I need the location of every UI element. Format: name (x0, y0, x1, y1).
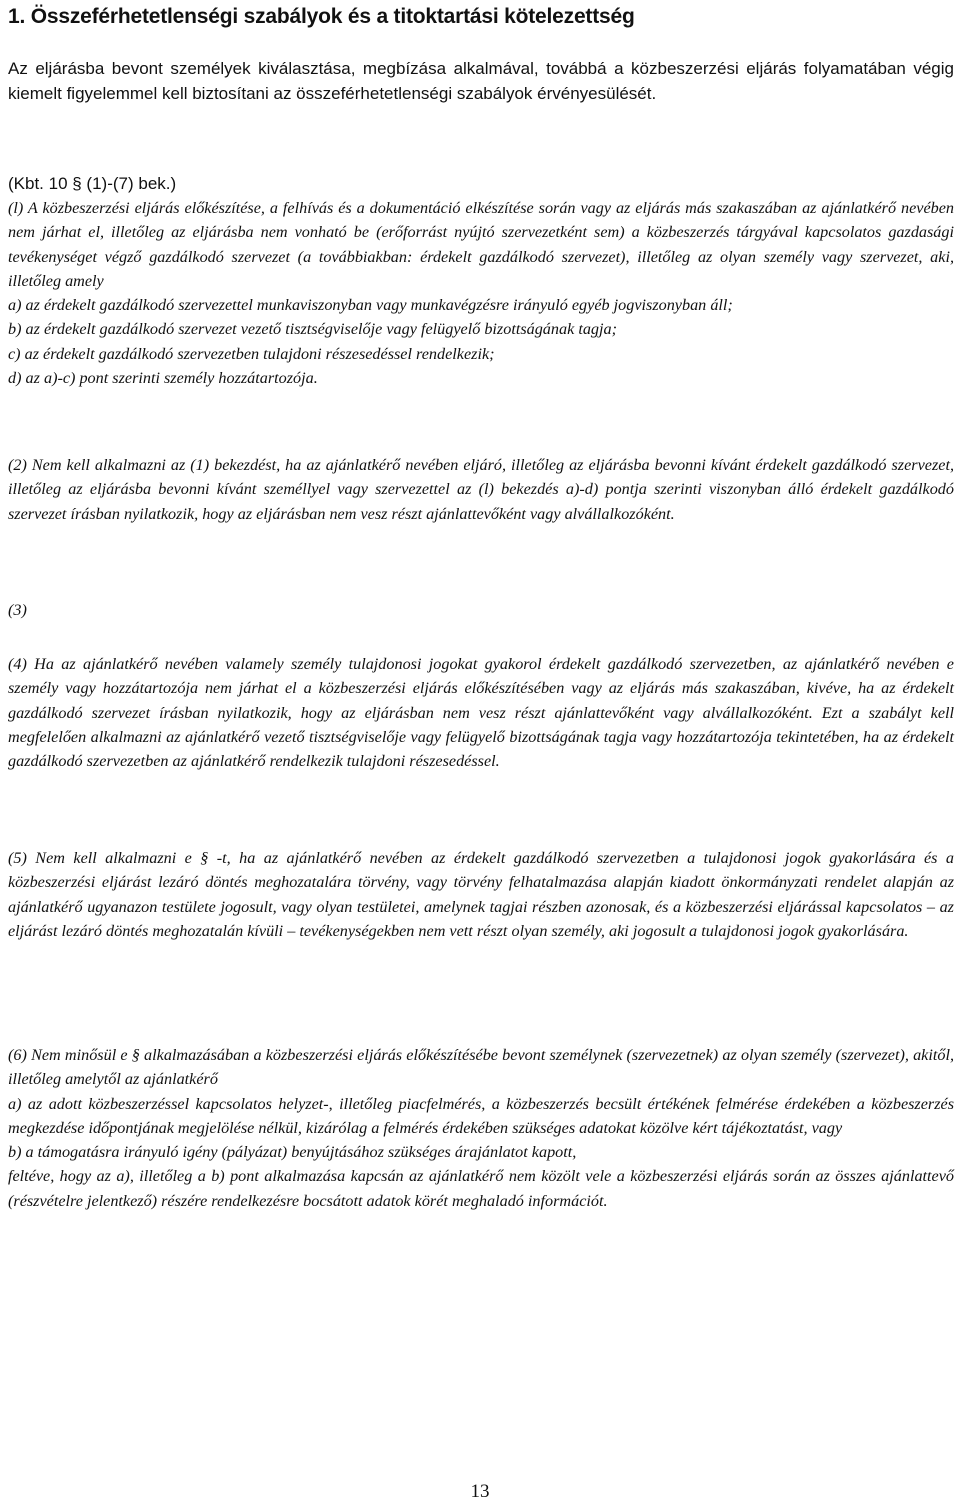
paragraph-4-text: (4) Ha az ajánlatkérő nevében valamely személy tulajdonosi jogokat gyakorol érdekelt gazdálkodó szervezetben, az ajánlatkérő nevében e személy vagy hozzátartozója nem járhat el a közbeszerzési eljárás előkészítésében vagy az eljárás más szakaszában, kivéve, ha az érdekelt gazdálkodó szervezet írásban nyilatkozik, hogy az eljárásban nem vesz részt ajánlattevőként vagy alvállalkozóként. Ezt a szabályt kell megfelelően alkalmazni az ajánlatkérő vezető tisztségviselője vagy felügyelő bizottságának tagja vagy hozzátartozója tekintetében, ha az érdekelt gazdálkodó szervezetben az ajánlatkérő rendelkezik tulajdoni részesedéssel. (8, 655, 954, 771)
paragraph-1-point-b: b) az érdekelt gazdálkodó szervezet vezető tisztségviselője vagy felügyelő bizottságának tagja; (8, 320, 617, 339)
paragraph-6-closing: feltéve, hogy az a), illetőleg a b) pont alkalmazása kapcsán az ajánlatkérő nem közölt vele a közbeszerzési eljárás során az összes ajánlattevő (részvételre jelentkező) részére rendelkezésre bocsátott adatok körét meghaladó információt. (8, 1167, 954, 1210)
paragraph-2-text: (2) Nem kell alkalmazni az (1) bekezdést, ha az ajánlatkérő nevében eljáró, illetőleg az eljárásba bevonni kívánt érdekelt gazdálkodó szervezet, illetőleg az eljárásba bevonni kívánt személlyel vagy szervezettel az (l) bekezdés a)-d) pontja szerinti viszonyban álló érdekelt gazdálkodó szervezet írásban nyilatkozik, hogy az eljárásban nem vesz részt ajánlattevőként vagy alvállalkozóként. (8, 456, 954, 523)
intro-text: Az eljárásba bevont személyek kiválasztása, megbízása alkalmával, továbbá a közbeszerzési eljárás folyamatában végig kiemelt figyelemmel kell biztosítani az összeférhetetlenségi szabályok érvényesülését. (8, 59, 954, 103)
paragraph-1-intro: (l) A közbeszerzési eljárás előkészítése, a felhívás és a dokumentáció elkészítése során vagy az eljárás más szakaszában az ajánlatkérő nevében nem járhat el, illetőleg az eljárásba nem vonható be (erőforrást nyújtó szervezetként sem) a közbeszerzés tárgyával kapcsolatos gazdasági tevékenységet végző gazdálkodó szervezet (a továbbiakban: érdekelt gazdálkodó szervezet), illetőleg az olyan személy vagy szervezet, aki, illetőleg amely (8, 199, 954, 290)
paragraph-5 (8, 846, 954, 943)
paragraph-5-text: (5) Nem kell alkalmazni e § -t, ha az ajánlatkérő nevében az érdekelt gazdálkodó szervezetben a tulajdonosi jogok gyakorlására és a közbeszerzési eljárást lezáró döntés meghozatalára törvény, vagy törvény felhatalmazása alapján kiadott önkormányzati rendelet alapján az ajánlatkérő ugyanazon testülete jogosult, vagy olyan testületei, amelynek tagjai részben azonosak, és a közbeszerzési eljárással kapcsolatos – az eljárást lezáró döntés meghozatalán kívüli – tevékenységekben nem vett részt olyan személy, aki jogosult a tulajdonosi jogok gyakorlására. (8, 849, 954, 940)
paragraph-6-point-b: b) a támogatásra irányuló igény (pályázat) benyújtásához szükséges árajánlatot kapott, (8, 1143, 577, 1162)
paragraph-3 (8, 598, 954, 622)
paragraph-3-text: (3) (8, 601, 27, 619)
paragraph-1-point-d: d) az a)-c) pont szerinti személy hozzátartozója. (8, 369, 318, 388)
paragraph-6-point-a: a) az adott közbeszerzéssel kapcsolatos helyzet-, illetőleg piacfelmérés, a közbeszerzés becsült értékének felmérése érdekében a közbeszerzés megkezdése időpontjának megjelölése nélkül, kizárólag a felmérés érdekében szükséges adatokat közölve kért tájékoztatást, vagy (8, 1094, 954, 1137)
paragraph-1-point-c: c) az érdekelt gazdálkodó szervezetben tulajdoni részesedéssel rendelkezik; (8, 344, 495, 363)
paragraph-2 (8, 453, 954, 526)
paragraph-1-point-a: a) az érdekelt gazdálkodó szervezettel munkaviszonyban vagy munkavégzésre irányuló egyéb jogviszonyban áll; (8, 296, 733, 315)
law-reference (8, 172, 954, 197)
paragraph-1 (8, 196, 954, 390)
paragraph-4 (8, 652, 954, 773)
paragraph-6 (8, 1043, 954, 1213)
paragraph-6-intro: (6) Nem minősül e § alkalmazásában a közbeszerzési eljárás előkészítésébe bevont személynek (szervezetnek) az olyan személy (szervezet), akitől, illetőleg amelytől az ajánlatkérő (8, 1046, 954, 1089)
section-heading: 1. Összeférhetetlenségi szabályok és a titoktartási kötelezettség (8, 5, 635, 28)
intro-paragraph (8, 57, 954, 106)
reference-text: (Kbt. 10 § (1)-(7) bek.) (8, 174, 177, 193)
page-number: 13 (470, 1481, 490, 1502)
